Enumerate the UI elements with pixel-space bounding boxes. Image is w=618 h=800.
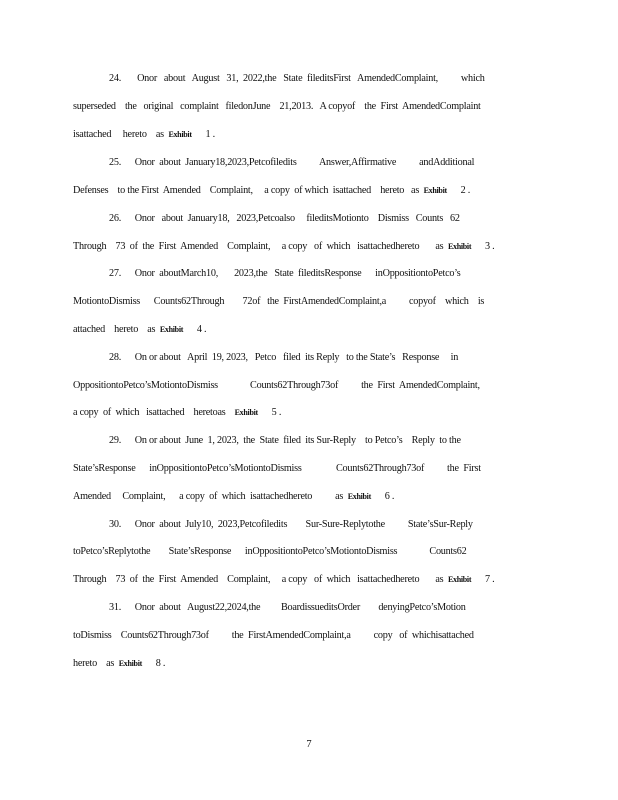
exhibit-label: Exhibit [234,408,258,417]
text-fragment: Through 73 of the First Amended Complaint, a copy of which isattachedhereto as [73,574,448,585]
exhibit-number: 3 [484,241,490,252]
text-line [73,129,215,141]
exhibit-end: . [467,185,471,196]
text-line [73,407,281,419]
exhibit-label: Exhibit [423,186,447,195]
text-fragment: isattached hereto as [73,129,169,140]
exhibit-label: Exhibit [168,130,192,139]
text-fragment: Amended Complaint, a copy of which isattachedhereto as [73,491,348,502]
text-line: OppositiontoPetco’sMotiontoDismiss Counts62Through73of the First AmendedComplaint, [73,380,480,391]
text-line: 31. Onor about August22,2024,the BoardissueditsOrder denyingPetco’sMotion [109,602,466,613]
exhibit-number: 5 [271,407,277,418]
exhibit-end: . [162,658,166,669]
exhibit-end: . [391,491,395,502]
text-fragment: attached hereto as [73,324,160,335]
text-fragment: hereto as [73,658,119,669]
exhibit-label: Exhibit [447,242,472,251]
page-number: 7 [306,739,312,750]
exhibit-number: 4 [196,324,202,335]
exhibit-label: Exhibit [347,492,371,501]
text-line: toDismiss Counts62Through73of the FirstAmendedComplaint,a copy of whichisattached [73,630,474,641]
exhibit-label: Exhibit [159,325,184,334]
exhibit-end: . [278,407,282,418]
text-fragment: Defenses to the First Amended Complaint, a copy of which isattached hereto as [73,185,424,196]
exhibit-end: . [492,241,495,252]
text-line: 29. On or about June 1, 2023, the State filed its Sur-Reply to Petco’s Reply to the [109,435,461,446]
text-line [73,574,494,586]
exhibit-number: 1 [205,129,211,140]
exhibit-number: 8 [155,658,161,669]
text-line [73,185,470,197]
exhibit-number: 7 [484,574,490,585]
text-line [73,658,165,670]
text-line: 28. On or about April 19, 2023, Petco filed its Reply to the State’s Response in [109,352,459,363]
text-line: 27. Onor aboutMarch10, 2023,the State fileditsResponse inOppositiontoPetco’s [109,268,461,279]
text-line: State’sResponse inOppositiontoPetco’sMotiontoDismiss Counts62Through73of the First [73,463,481,474]
exhibit-end: . [204,324,207,335]
text-line: 26. Onor about January18, 2023,Petcoalso fileditsMotionto Dismiss Counts 62 [109,213,460,224]
text-line [73,491,394,503]
exhibit-label: Exhibit [118,659,142,668]
exhibit-number: 2 [460,185,466,196]
text-fragment: a copy of which isattached heretoas [73,407,235,418]
text-line: superseded the original complaint filedonJune 21,2013. A copyof the First AmendedComplaint [73,101,481,112]
text-line: 30. Onor about July10, 2023,Petcofiledits Sur-Sure-Replytothe State’sSur-Reply [109,519,473,530]
text-line: MotiontoDismiss Counts62Through 72of the FirstAmendedComplaint,a copyof which is [73,296,485,307]
exhibit-end: . [492,574,495,585]
text-line [73,324,206,336]
text-line: 25. Onor about January18,2023,Petcofiledits Answer,Affirmative andAdditional [109,157,475,168]
text-line [73,241,494,253]
exhibit-number: 6 [384,491,390,502]
exhibit-end: . [212,129,215,140]
text-fragment: Through 73 of the First Amended Complaint, a copy of which isattachedhereto as [73,241,448,252]
text-line: 24. Onor about August 31, 2022,the State fileditsFirst AmendedComplaint, which [109,73,485,84]
text-line: toPetco’sReplytothe State’sResponse inOppositiontoPetco’sMotiontoDismiss Counts62 [73,546,467,557]
exhibit-label: Exhibit [447,575,472,584]
